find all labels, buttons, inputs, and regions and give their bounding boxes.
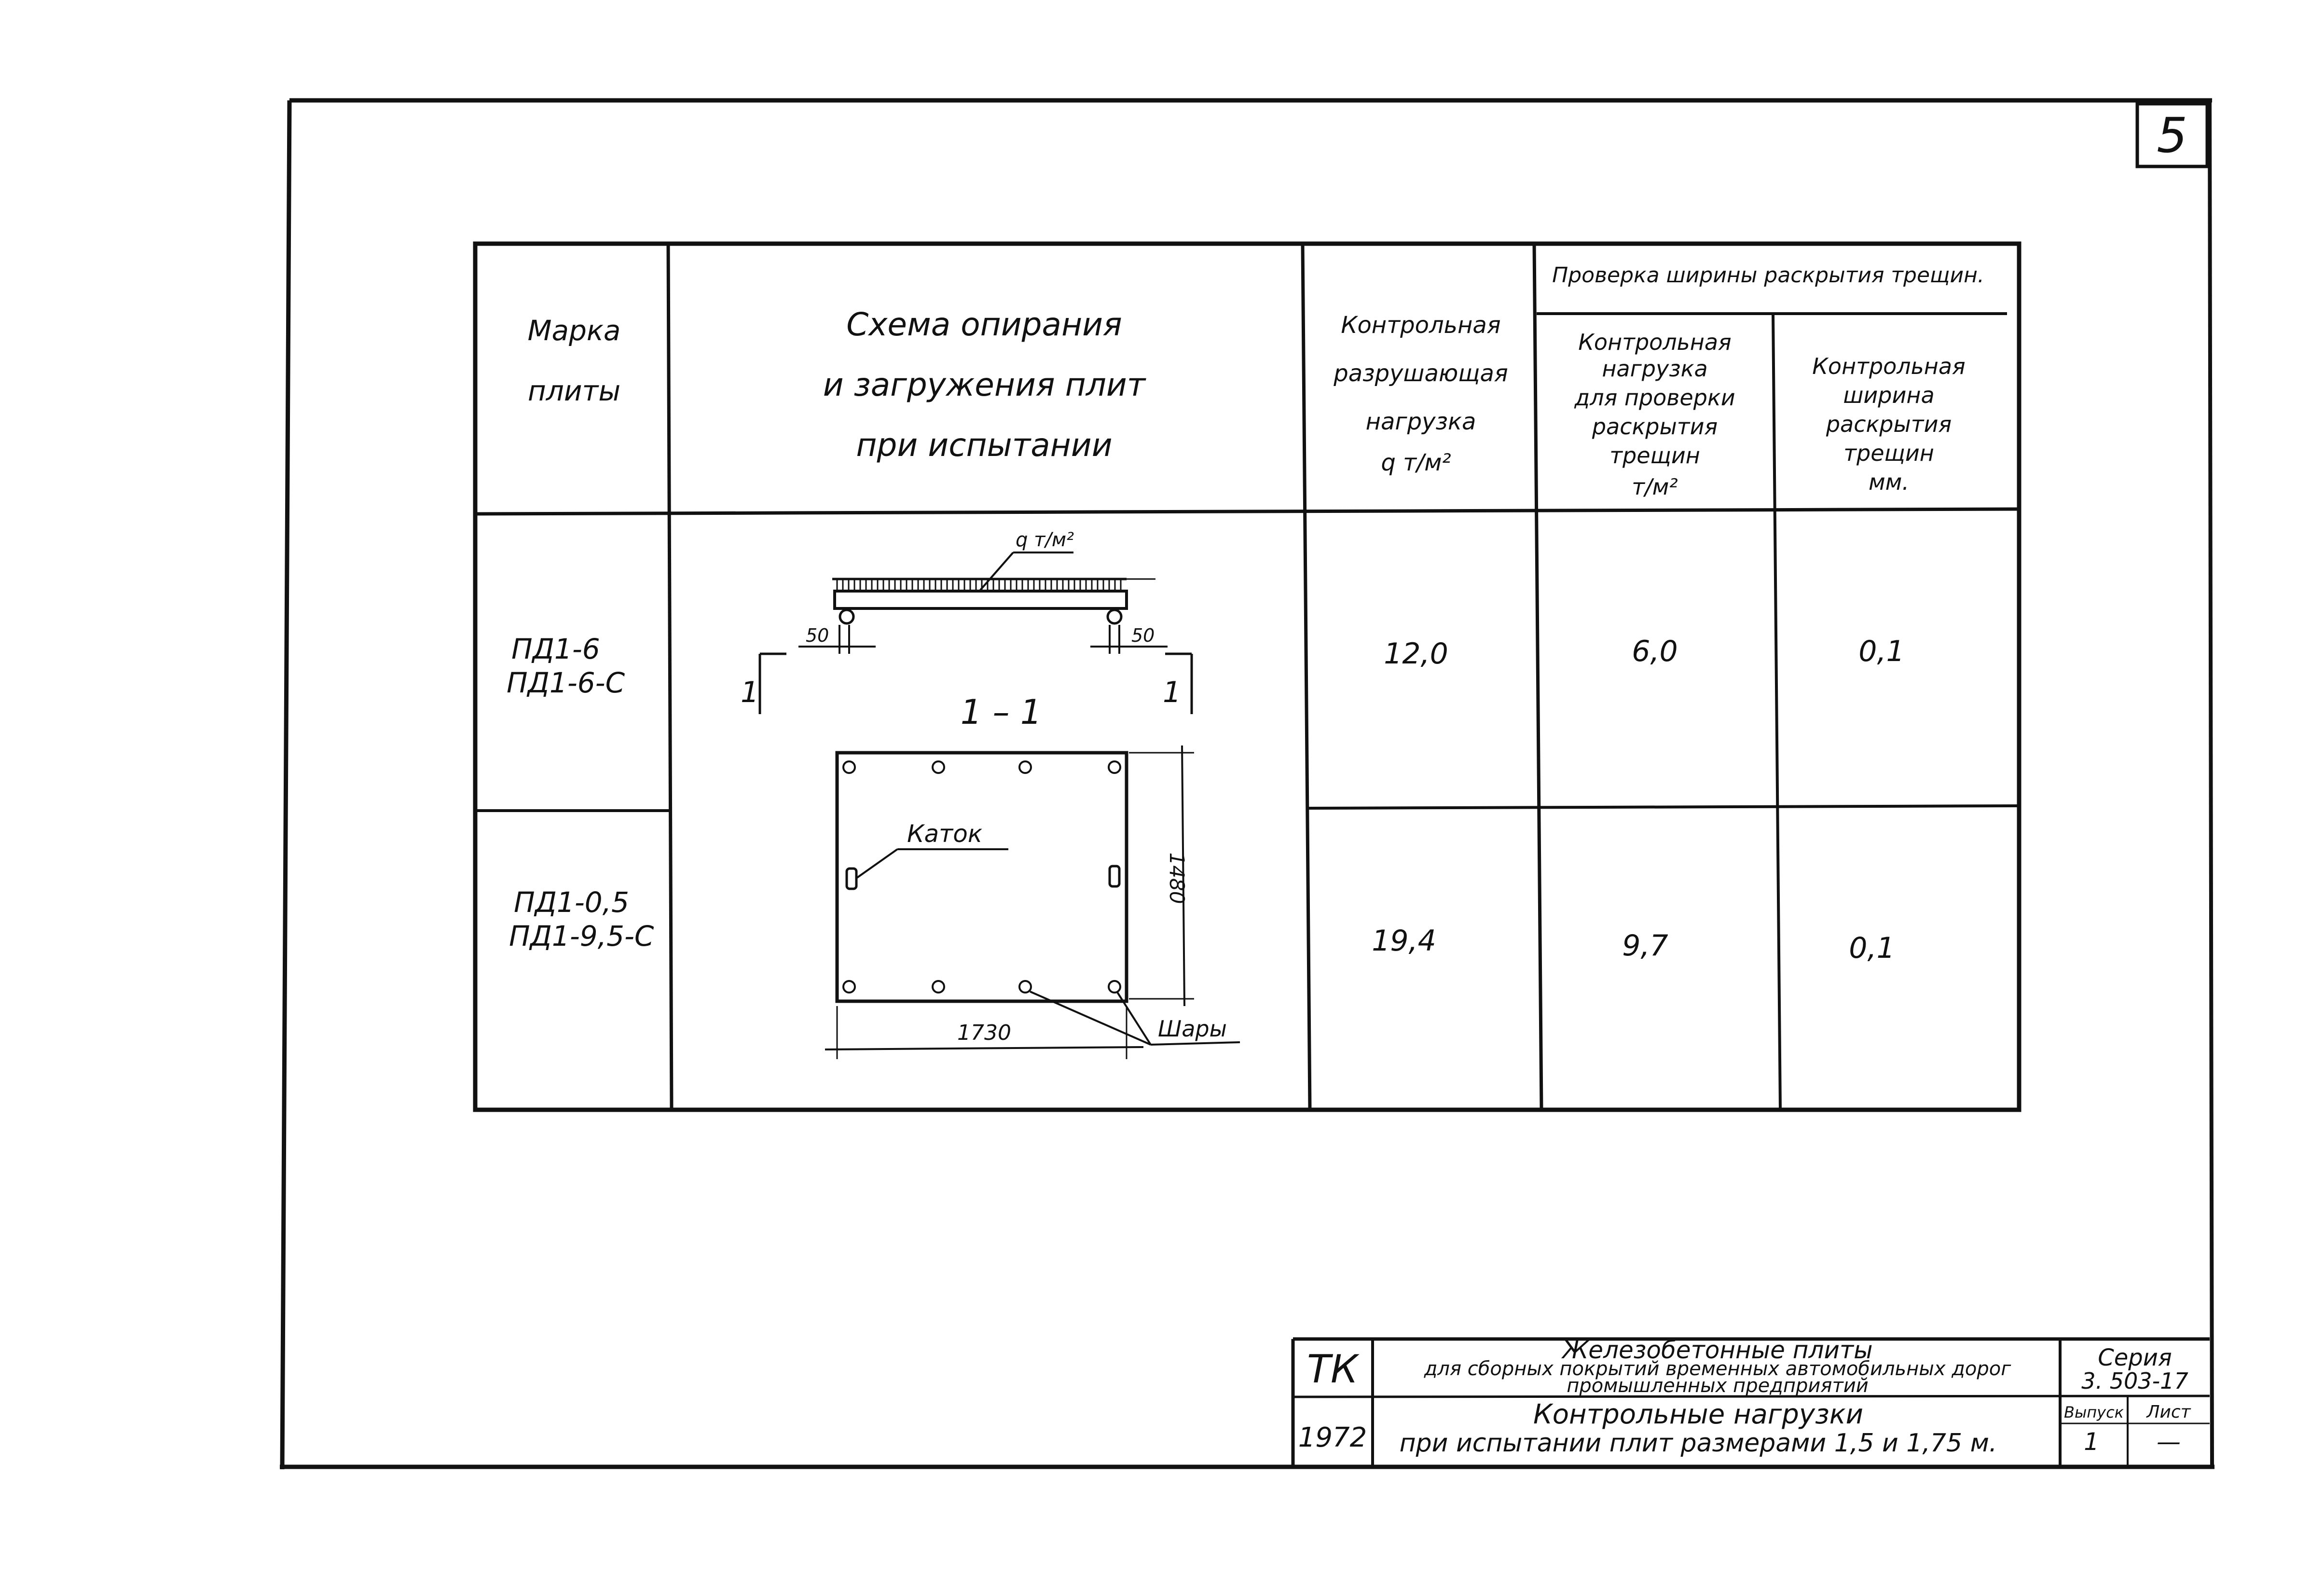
sheet-title-1: Контрольные нагрузки — [1533, 1399, 1863, 1430]
section-mark-right: 1 — [1163, 676, 1182, 709]
row-mark: ПД1-9,5-С — [509, 920, 654, 952]
title-block — [1293, 1336, 2210, 1467]
roller-support — [840, 610, 853, 623]
title-sub1: для сборных покрытий временных автомобильных дорог — [1424, 1358, 2011, 1380]
svg-text:и загружения плит: и загружения плит — [823, 366, 1146, 403]
svg-text:нагрузка: нагрузка — [1602, 356, 1708, 382]
svg-text:т/м²: т/м² — [1632, 474, 1678, 500]
roller-support — [1108, 610, 1121, 623]
table-row — [507, 633, 1905, 699]
svg-text:для проверки: для проверки — [1574, 385, 1735, 411]
svg-text:плиты: плиты — [527, 374, 621, 407]
dim-width: 1730 — [957, 1021, 1011, 1045]
org-code: ТК — [1307, 1347, 1358, 1392]
table-row — [509, 886, 1895, 965]
header-crack-load — [1574, 329, 1735, 500]
row-breaking-load: 19,4 — [1372, 924, 1436, 958]
svg-text:раскрытия: раскрытия — [1592, 414, 1718, 440]
issue-value: 1 — [2084, 1428, 2099, 1456]
title-main: Железобетонные плиты — [1562, 1336, 1873, 1364]
sheet-value: — — [2157, 1428, 2181, 1456]
svg-text:нагрузка: нагрузка — [1365, 408, 1476, 435]
sheet-frame — [280, 100, 2214, 1469]
sheet-title-2: при испытании плит размерами 1,5 и 1,75 м. — [1399, 1429, 1997, 1458]
svg-text:q т/м²: q т/м² — [1381, 449, 1451, 476]
svg-text:мм.: мм. — [1868, 469, 1910, 495]
loading-scheme — [741, 529, 1240, 1059]
section-title: 1 – 1 — [960, 692, 1042, 732]
roller-plan — [1110, 866, 1119, 886]
dim-height: 1480 — [1165, 852, 1189, 904]
header-crack-width — [1812, 353, 1965, 495]
row-crack-load: 6,0 — [1632, 635, 1678, 668]
series-value: 3. 503-17 — [2081, 1368, 2188, 1394]
roller-label: Каток — [907, 820, 983, 848]
dim-50-right: 50 — [1131, 625, 1155, 646]
svg-text:трещин: трещин — [1843, 440, 1934, 466]
row-breaking-load: 12,0 — [1384, 637, 1448, 671]
load-label: q т/м² — [1016, 529, 1074, 551]
load-table — [475, 244, 2019, 1110]
balls-label: Шары — [1158, 1016, 1227, 1042]
year: 1972 — [1298, 1422, 1367, 1453]
dim-50-left: 50 — [806, 625, 829, 646]
row-crack-width: 0,1 — [1858, 635, 1905, 668]
svg-text:ширина: ширина — [1843, 382, 1935, 408]
svg-text:при испытании: при испытании — [856, 427, 1113, 464]
row-crack-load: 9,7 — [1622, 929, 1668, 963]
header-scheme — [823, 306, 1147, 464]
issue-label: Выпуск — [2064, 1403, 2124, 1421]
row-mark: ПД1-0,5 — [514, 886, 629, 919]
svg-text:Марка: Марка — [527, 314, 621, 347]
header-crack-group: Проверка ширины раскрытия трещин. — [1552, 263, 1984, 288]
svg-text:раскрытия: раскрытия — [1826, 411, 1952, 437]
header-breaking-load — [1333, 312, 1508, 476]
svg-text:трещин: трещин — [1609, 442, 1700, 469]
series-label: Серия — [2098, 1344, 2172, 1371]
row-mark: ПД1-6 — [511, 633, 600, 665]
roller-plan — [847, 869, 856, 889]
distributed-load-hatch — [832, 579, 1155, 590]
sheet-label: Лист — [2146, 1402, 2191, 1422]
svg-text:Контрольная: Контрольная — [1341, 312, 1501, 339]
row-crack-width: 0,1 — [1849, 931, 1895, 965]
slab-elevation — [835, 591, 1127, 608]
svg-text:Контрольная: Контрольная — [1578, 329, 1732, 355]
svg-text:Схема опирания: Схема опирания — [846, 306, 1122, 343]
svg-text:Контрольная: Контрольная — [1812, 353, 1966, 379]
section-mark-left: 1 — [741, 676, 759, 709]
ball-supports — [843, 761, 1120, 993]
row-mark: ПД1-6-С — [507, 666, 625, 699]
svg-text:разрушающая: разрушающая — [1334, 360, 1508, 387]
header-mark — [528, 314, 621, 407]
sheet-number-box — [2137, 104, 2207, 166]
title-sub2: промышленных предприятий — [1567, 1375, 1869, 1397]
sheet-number: 5 — [2157, 107, 2187, 164]
slab-plan — [837, 753, 1127, 1001]
